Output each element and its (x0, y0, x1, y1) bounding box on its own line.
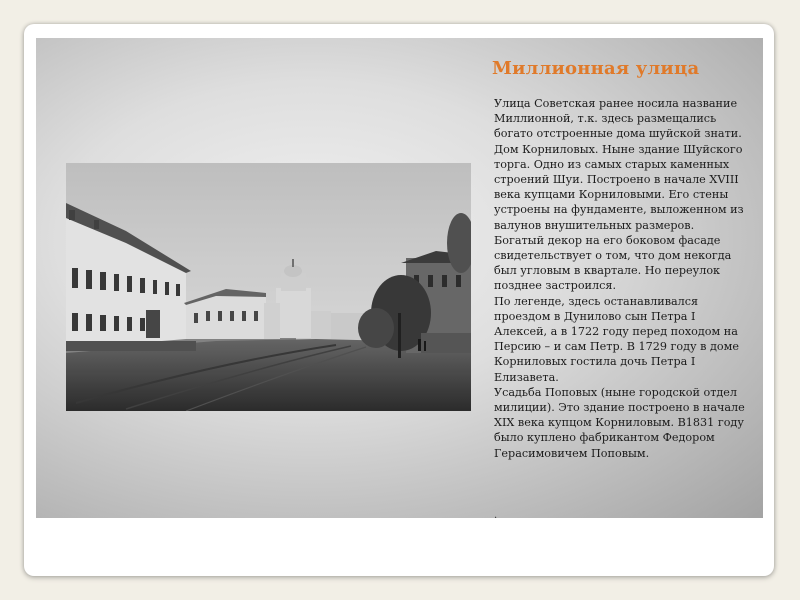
slide-body-text (494, 96, 746, 461)
trailing-mark: . (494, 510, 498, 521)
historic-street-photo (66, 163, 471, 411)
paragraph-popov-estate: Усадьба Поповых (ныне городской отдел милиции). Это здание построено в начале XIX века купцом Корниловым. В1831 году было куплено фабрикантом Федором Герасимовичем Поповым. (494, 385, 745, 460)
paragraph-legend: По легенде, здесь останавливался проездом в Дунилово сын Петра I Алексей, а в 1722 году перед походом на Персию – и сам Петр. В 1729 году в доме Корниловых гостила дочь Петра I Елизавета. (494, 294, 739, 384)
paragraph-street-history: Улица Советская ранее носила название Миллионной, т.к. здесь размещались богато отстроенные дома шуйской знати. (494, 97, 742, 141)
slide-title: Миллионная улица (492, 58, 700, 79)
paragraph-kornilov-house: Дом Корниловых. Ныне здание Шуйского торга. Одно из самых старых каменных строений Шуи. Построено в начале XVIII века купцами Корниловыми. Его стены устроены на фундаменте, выложенном из валунов внушительных размеров. Богатый декор на его боковом фасаде свидетельствует о том, что дом некогда был угловым в квартале. Но переулок позднее застроился. (494, 142, 744, 293)
